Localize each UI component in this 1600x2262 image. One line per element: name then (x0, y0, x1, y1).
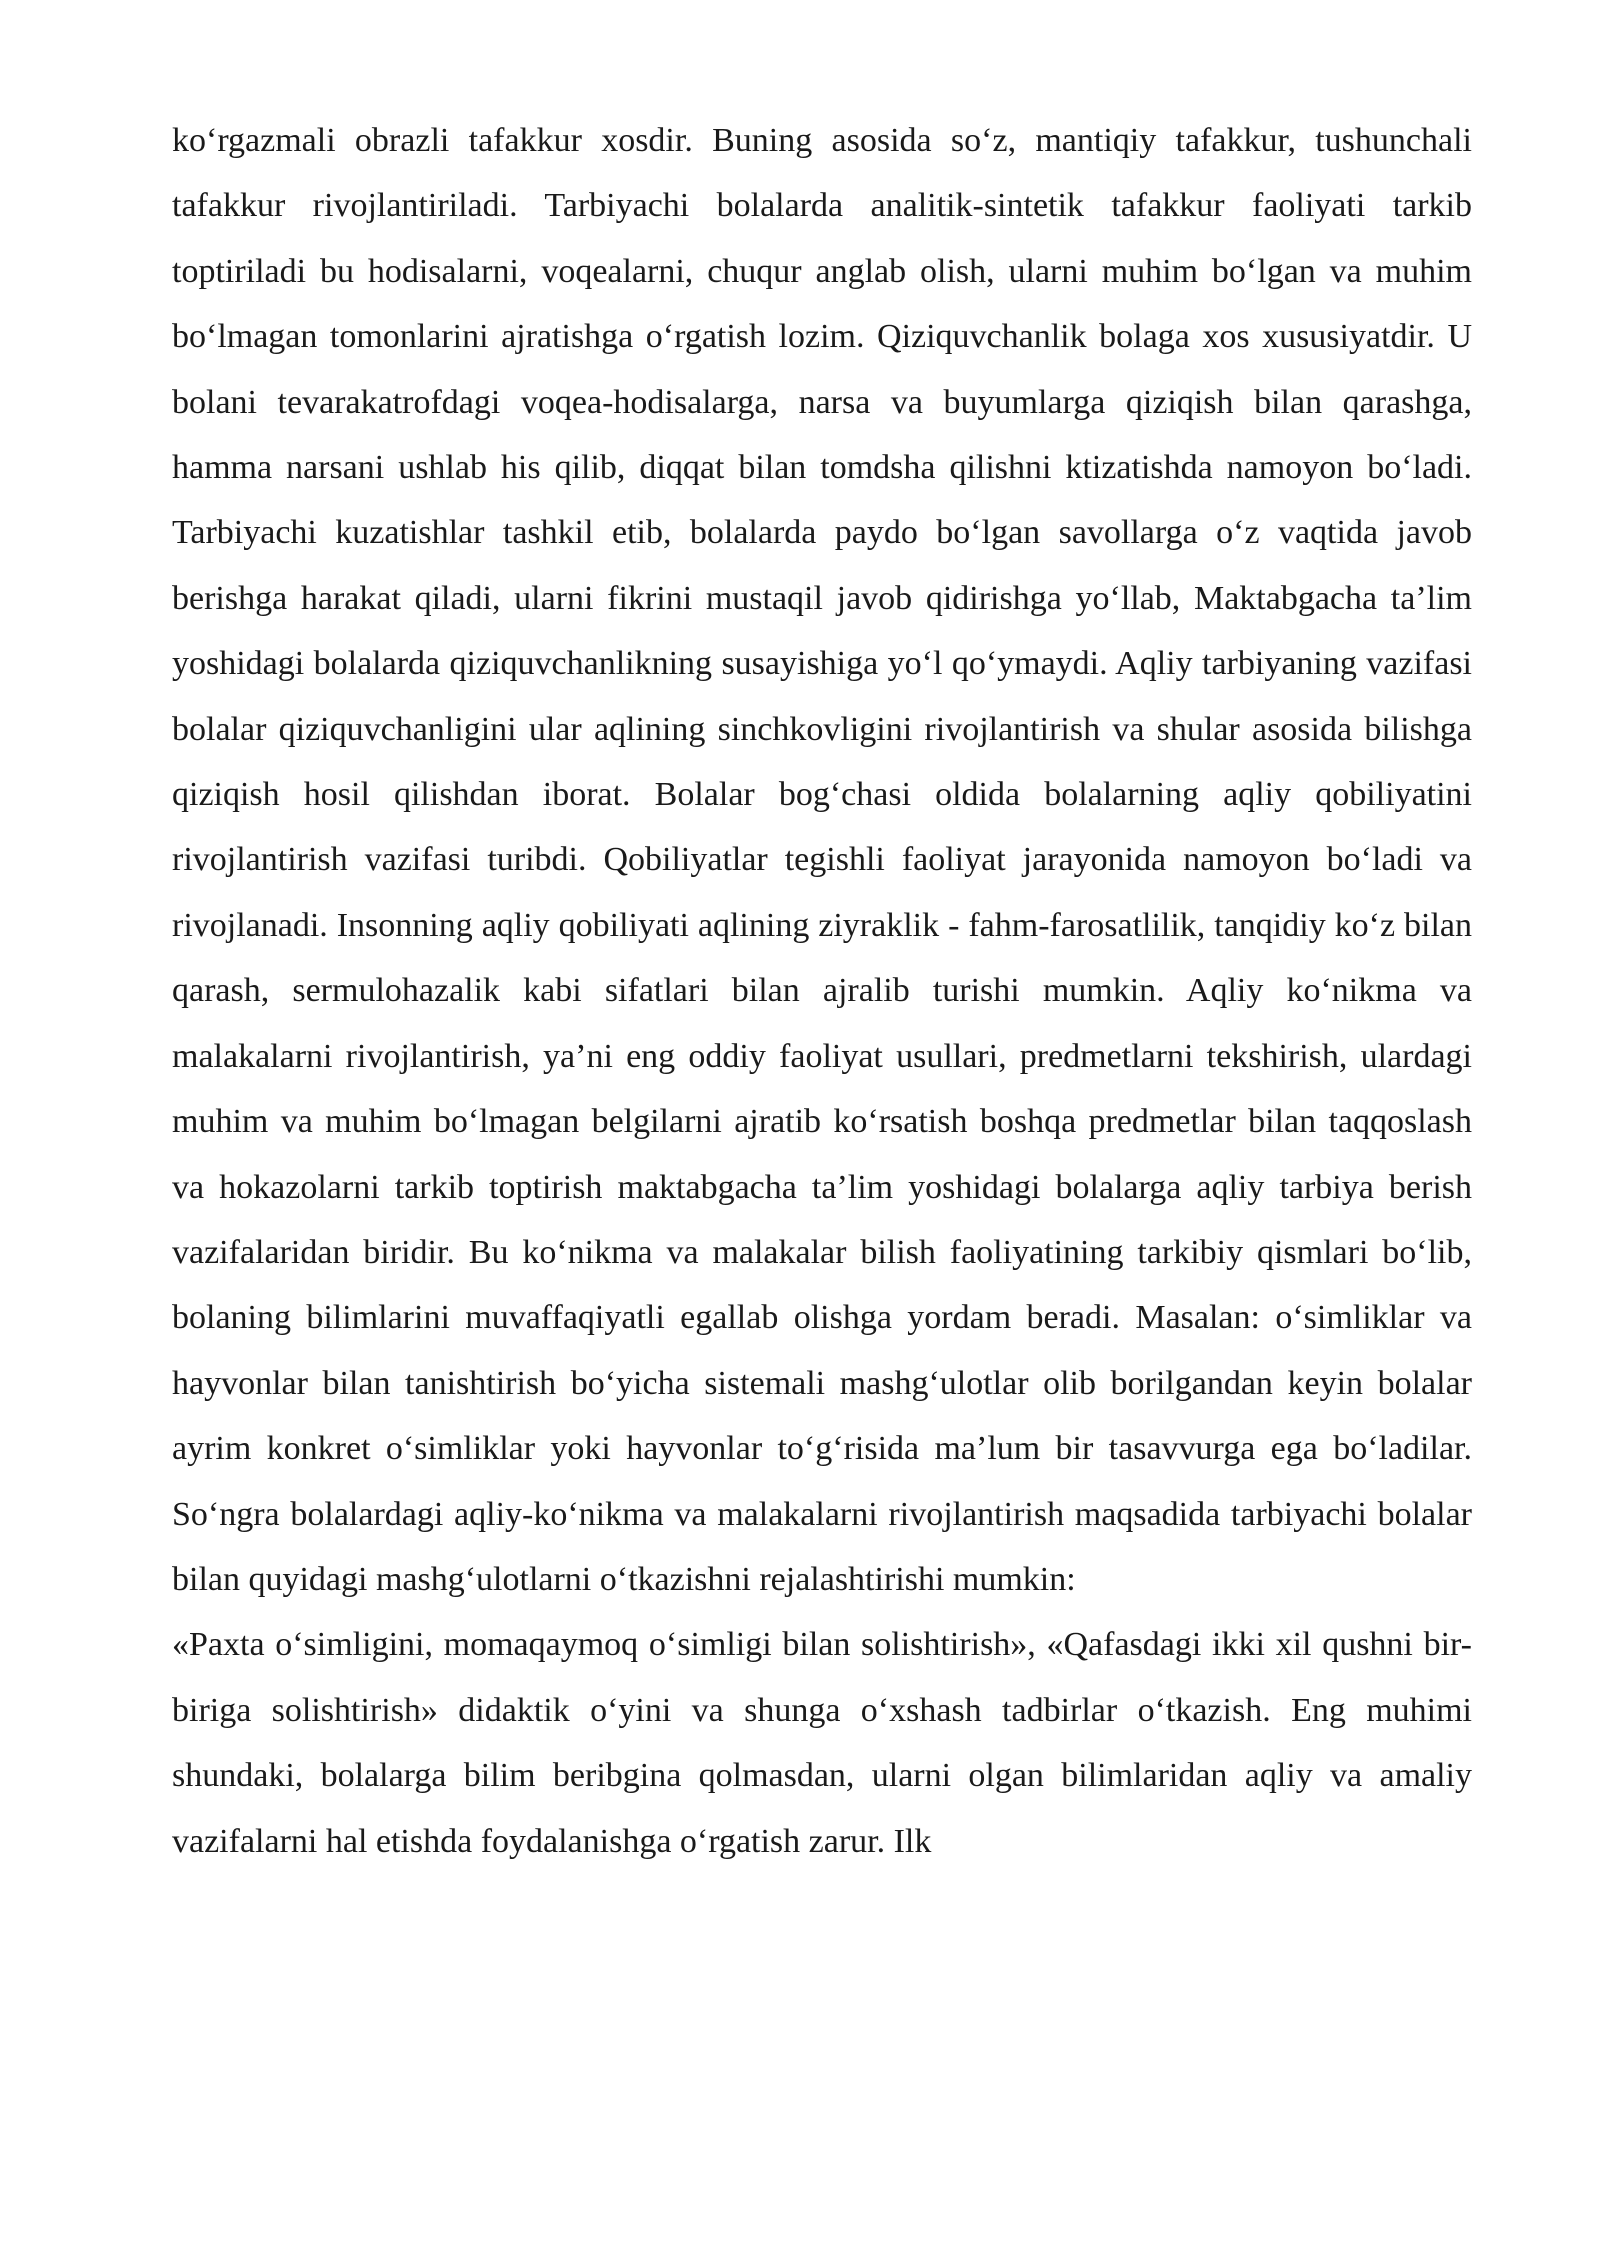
body-text (172, 108, 1472, 1874)
paragraph-1: ko‘rgazmali obrazli tafakkur xosdir. Buning asosida so‘z, mantiqiy tafakkur, tushunchali tafakkur rivojlantiriladi. Tarbiyachi bolalarda analitik-sintetik tafakkur faoliyati tarkib toptiriladi bu hodisalarni, voqealarni, chuqur anglab olish, ularni muhim bo‘lgan va muhim bo‘lmagan tomonlarini ajratishga o‘rgatish lozim. Qiziquvchanlik bolaga xos xususiyatdir. U bolani tevarakatrofdagi voqea-hodisalarga, narsa va buyumlarga qiziqish bilan qarashga, hamma narsani ushlab his qilib, diqqat bilan tomdsha qilishni ktizatishda namoyon bo‘ladi. Tarbiyachi kuzatishlar tashkil etib, bolalarda paydo bo‘lgan savollarga o‘z vaqtida javob berishga harakat qiladi, ularni fikrini mustaqil javob qidirishga yo‘llab, Maktabgacha ta’lim yoshidagi bolalarda qiziquvchanlikning susayishiga yo‘l qo‘ymaydi. Aqliy tarbiyaning vazifasi bolalar qiziquvchanligini ular aqlining sinchkovligini rivojlantirish va shular asosida bilishga qiziqish hosil qilishdan iborat. Bolalar bog‘chasi oldida bolalarning aqliy qobiliyatini rivojlantirish vazifasi turibdi. Qobiliyatlar tegishli faoliyat jarayonida namoyon bo‘ladi va rivojlanadi. Insonning aqliy qobiliyati aqlining ziyraklik - fahm-farosatlilik, tanqidiy ko‘z bilan qarash, sermulohazalik kabi sifatlari bilan ajralib turishi mumkin. Aqliy ko‘nikma va malakalarni rivojlantirish, ya’ni eng oddiy faoliyat usullari, predmetlarni tekshirish, ulardagi muhim va muhim bo‘lmagan belgilarni ajratib ko‘rsatish boshqa predmetlar bilan taqqoslash va hokazolarni tarkib toptirish maktabgacha ta’lim yoshidagi bolalarga aqliy tarbiya berish vazifalaridan biridir. Bu ko‘nikma va malakalar bilish faoliyatining tarkibiy qismlari bo‘lib, bolaning bilimlarini muvaffaqiyatli egallab olishga yordam beradi. Masalan: o‘simliklar va hayvonlar bilan tanishtirish bo‘yicha sistemali mashg‘ulotlar olib borilgandan keyin bolalar ayrim konkret o‘simliklar yoki hayvonlar to‘g‘risida ma’lum bir tasavvurga ega bo‘ladilar. So‘ngra bolalardagi aqliy-ko‘nikma va malakalarni rivojlantirish maqsadida tarbiyachi bolalar bilan quyidagi mashg‘ulotlarni o‘tkazishni rejalashtirishi mumkin: (172, 122, 1472, 1598)
paragraph-2: «Paxta o‘simligini, momaqaymoq o‘simligi bilan solishtirish», «Qafasdagi ikki xil qushni bir-biriga solishtirish» didaktik o‘yini va shunga o‘xshash tadbirlar o‘tkazish. Eng muhimi shundaki, bolalarga bilim beribgina qolmasdan, ularni olgan bilimlaridan aqliy va amaliy vazifalarni hal etishda foydalanishga o‘rgatish zarur. Ilk (172, 1626, 1472, 1860)
